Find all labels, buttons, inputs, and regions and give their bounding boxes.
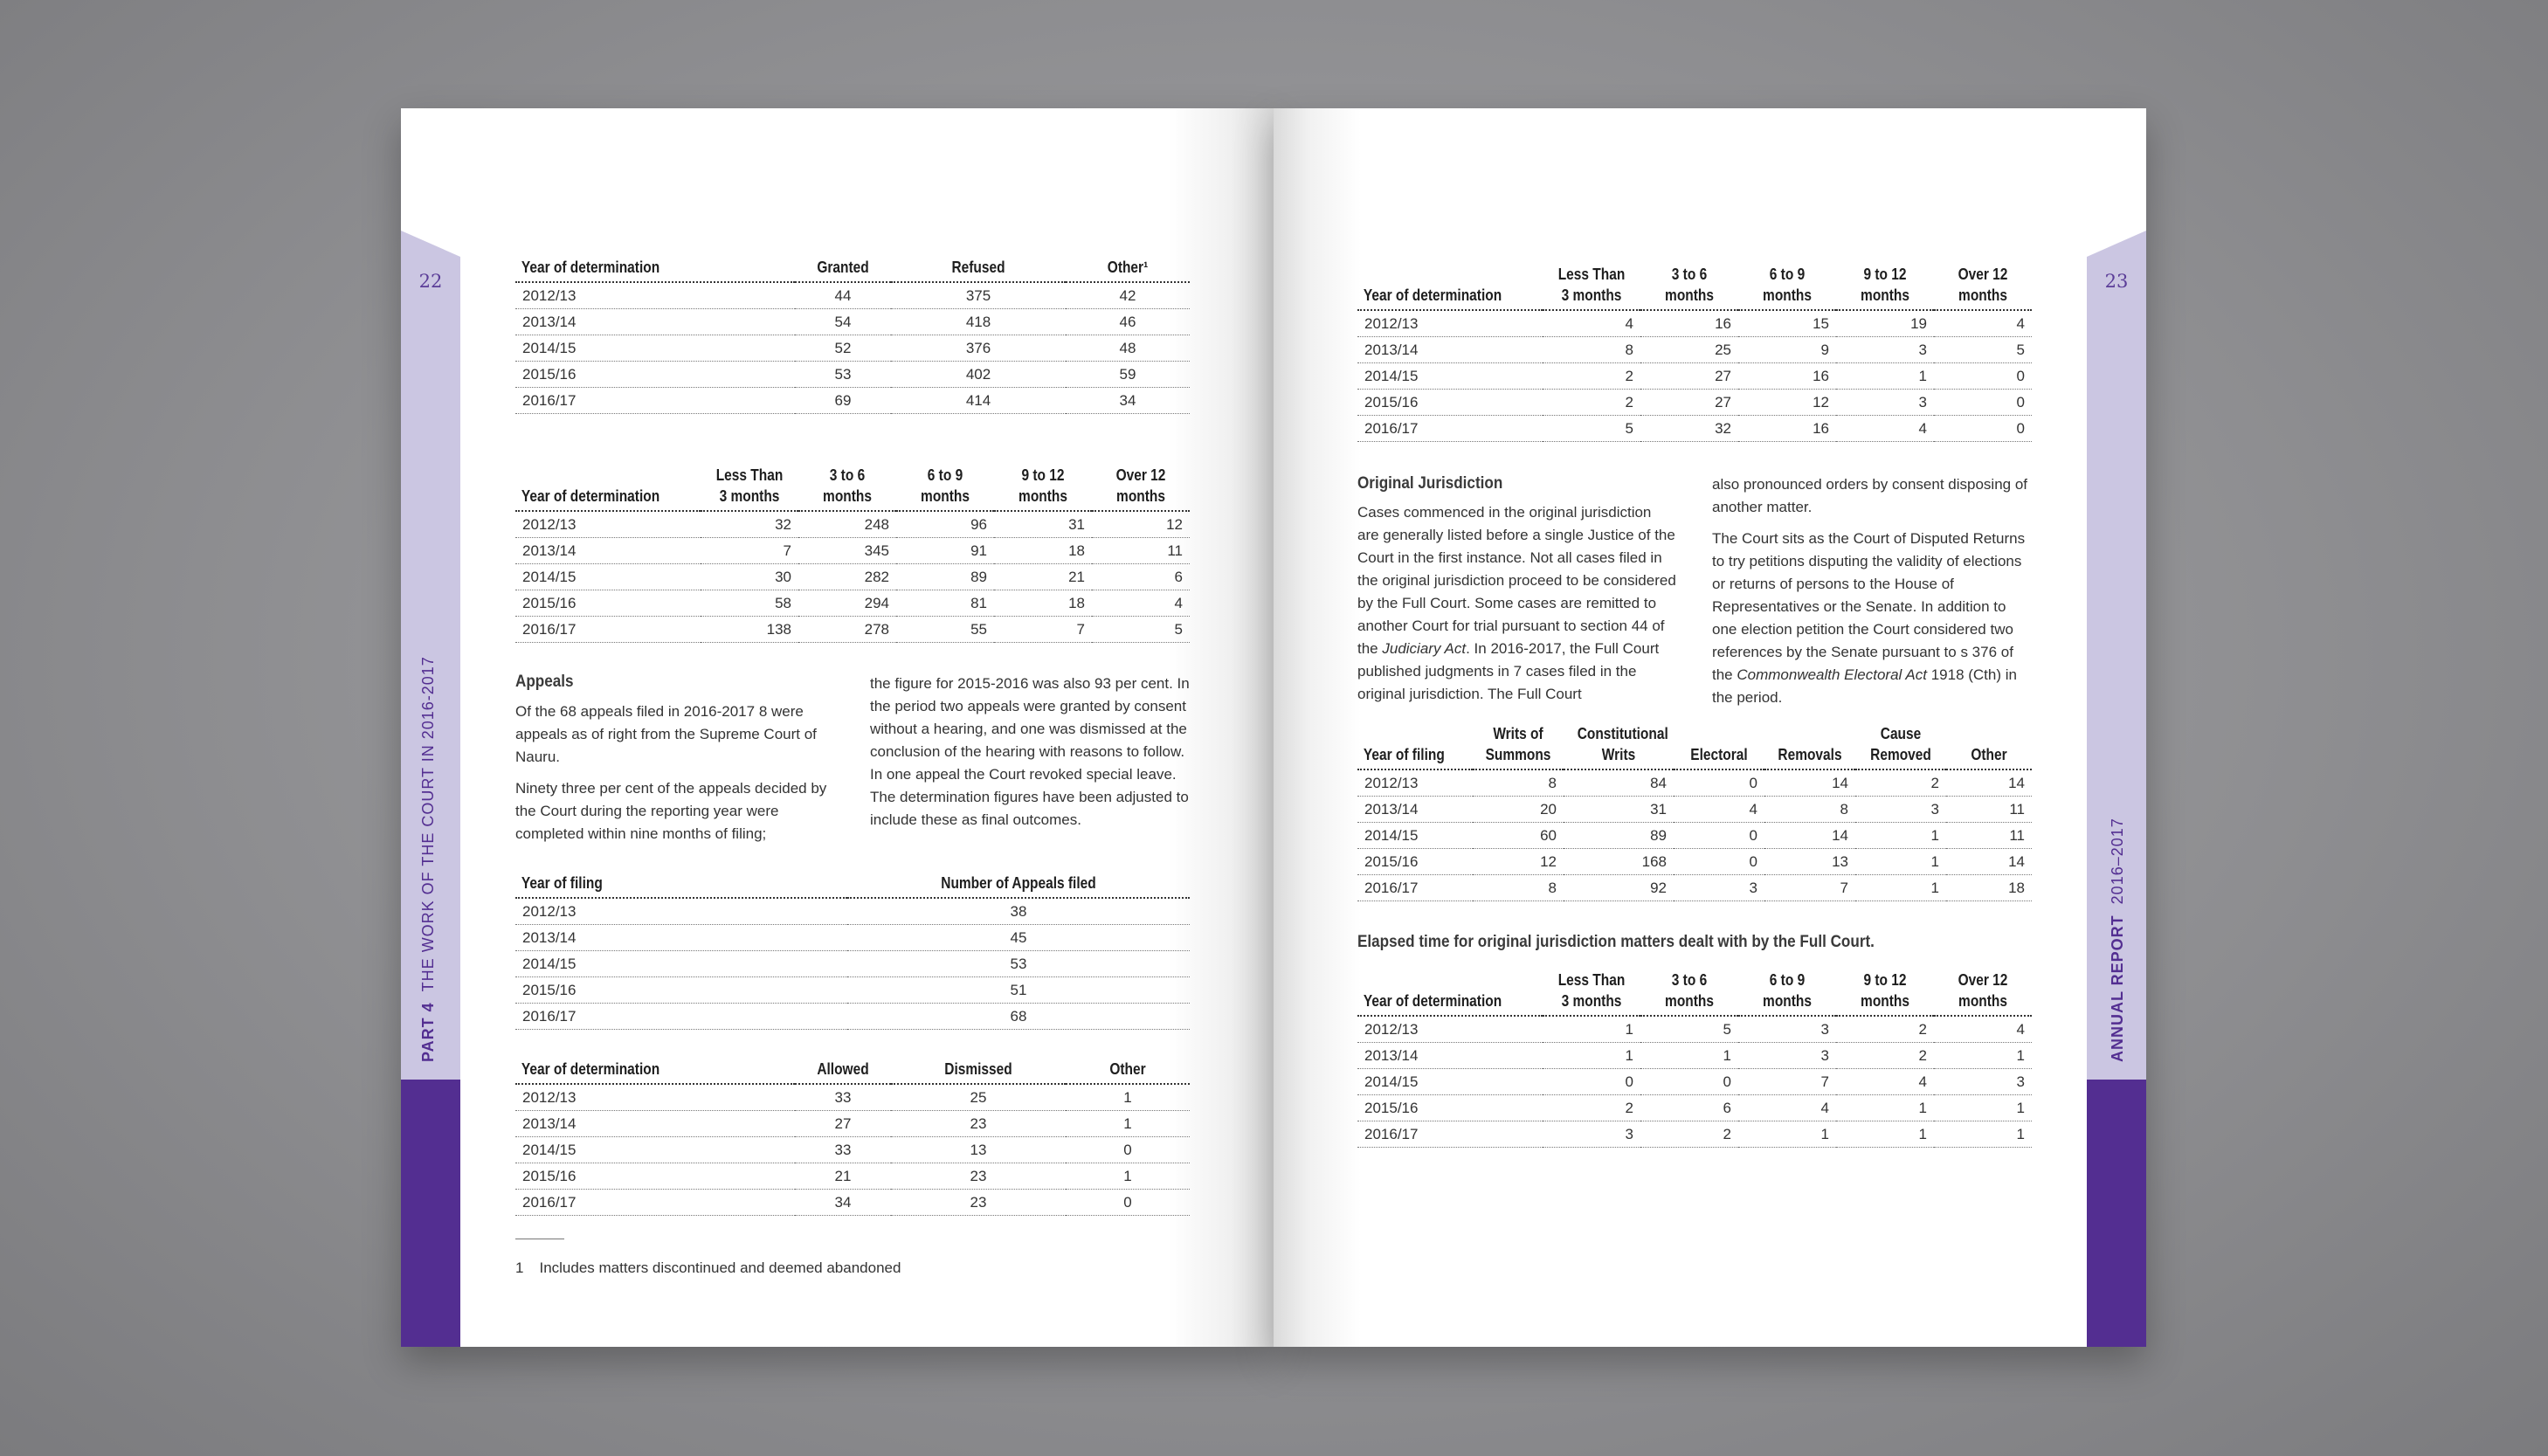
table-header-row (515, 1055, 1190, 1084)
side-running-title (419, 656, 438, 1062)
table-cell: 2016/17 (515, 1190, 795, 1216)
table-header-row (515, 253, 1190, 282)
table-cell: 4 (1934, 1016, 2032, 1043)
table-cell: 2012/13 (1357, 1016, 1543, 1043)
table-cell: 8 (1473, 875, 1564, 901)
table-cell: 2014/15 (515, 1137, 795, 1163)
table-cell: 2015/16 (515, 362, 795, 388)
table-cell: 9 (1738, 337, 1836, 363)
table-cell: 2013/14 (515, 538, 701, 564)
table-cell: 2 (1640, 1121, 1738, 1148)
table-cell: 345 (798, 538, 896, 564)
table-cell: 4 (1836, 416, 1934, 442)
table-cell: 1 (1066, 1163, 1190, 1190)
table-cell: 4 (1836, 1069, 1934, 1095)
table-cell: 27 (795, 1111, 891, 1137)
table-header-row (515, 461, 1190, 511)
text-run: 1918 (Cth) in the period. (1712, 666, 2017, 706)
table-cell: 0 (1640, 1069, 1738, 1095)
table-cell: 55 (896, 617, 994, 643)
table-cell: 2 (1543, 363, 1640, 390)
table-cell: 4 (1738, 1095, 1836, 1121)
table-row (515, 617, 1190, 643)
table-header-row (1357, 720, 2032, 769)
jurisdiction-column-right (1712, 473, 2032, 718)
table-cell: 2016/17 (1357, 416, 1543, 442)
appeals-paragraph: Of the 68 appeals filed in 2016-2017 8 were appeals as of right from the Supreme Court of Nauru. (515, 703, 817, 765)
table-row (515, 538, 1190, 564)
column-header: 9 to 12 months (1843, 966, 1927, 1016)
table-cell: 58 (701, 590, 798, 617)
table-cell: 34 (1066, 388, 1190, 414)
table-cell: 0 (1066, 1137, 1190, 1163)
table-cell: 8 (1764, 797, 1855, 823)
table-cell: 2013/14 (1357, 1043, 1543, 1069)
table-cell: 84 (1564, 769, 1674, 797)
table-cell: 8 (1473, 769, 1564, 797)
column-header: Other (1074, 1055, 1181, 1084)
table-cell: 7 (994, 617, 1092, 643)
table-cell: 7 (1764, 875, 1855, 901)
table-row (515, 977, 1190, 1004)
table-cell: 91 (896, 538, 994, 564)
full-court-elapsed-table (1357, 966, 2032, 1148)
column-header: Less Than 3 months (1550, 966, 1633, 1016)
table-header-row (1357, 260, 2032, 310)
table-cell: 4 (1934, 310, 2032, 337)
table-cell: 278 (798, 617, 896, 643)
table-cell: 53 (847, 951, 1190, 977)
table-cell: 12 (1738, 390, 1836, 416)
table-cell: 1 (1543, 1016, 1640, 1043)
table-cell: 414 (891, 388, 1066, 414)
column-header: Year of determination (515, 461, 674, 511)
table-cell: 13 (1764, 849, 1855, 875)
table-cell: 15 (1738, 310, 1836, 337)
table-header-row (1357, 966, 2032, 1016)
table-cell: 5 (1640, 1016, 1738, 1043)
table-cell: 92 (1564, 875, 1674, 901)
column-header: Year of determination (1357, 260, 1516, 310)
column-header: Year of filing (515, 869, 801, 898)
table-row (515, 511, 1190, 538)
table-row (515, 1137, 1190, 1163)
table-cell: 6 (1092, 564, 1190, 590)
table-row (515, 282, 1190, 309)
column-header: Year of filing (1357, 720, 1457, 769)
table-cell: 34 (795, 1190, 891, 1216)
table-cell: 1 (1855, 823, 1946, 849)
table-cell: 2015/16 (515, 1163, 795, 1190)
table-row (515, 1190, 1190, 1216)
table-row (515, 1004, 1190, 1030)
column-header: 3 to 6 months (805, 461, 889, 511)
table-cell: 2015/16 (1357, 390, 1543, 416)
appeals-filed-table (515, 869, 1190, 1030)
table-cell: 3 (1738, 1043, 1836, 1069)
column-header: Year of determination (1357, 966, 1516, 1016)
table-cell: 54 (795, 309, 891, 335)
table-cell: 44 (795, 282, 891, 309)
table-row (1357, 1095, 2032, 1121)
elapsed-time-table (515, 461, 1190, 643)
column-header: 6 to 9 months (903, 461, 987, 511)
appeals-paragraph: the figure for 2015-2016 was also 93 per cent. In the period two appeals were granted by consent without a hearing, and one was dismissed at the conclusion of the hearing with reasons to follow. In one appeal the Court revoked special leave. The determination figures have been adjusted to include these as final outcomes. (870, 675, 1190, 828)
column-header: Less Than 3 months (1550, 260, 1633, 310)
table-cell: 2 (1836, 1016, 1934, 1043)
table-row (515, 388, 1190, 414)
table-row (515, 309, 1190, 335)
table-cell: 20 (1473, 797, 1564, 823)
table-cell: 2013/14 (1357, 337, 1543, 363)
table-cell: 32 (1640, 416, 1738, 442)
table-cell: 21 (795, 1163, 891, 1190)
part-title: THE WORK OF THE COURT IN 2016-2017 (419, 656, 437, 992)
jurisdiction-paragraph: also pronounced orders by consent disposing of another matter. (1712, 476, 2028, 515)
table-cell: 23 (891, 1190, 1066, 1216)
table-cell: 2014/15 (1357, 363, 1543, 390)
column-header: Over 12 months (1941, 260, 2025, 310)
table-cell: 1 (1855, 849, 1946, 875)
appeals-outcome-table (515, 1055, 1190, 1216)
table-cell: 2015/16 (1357, 1095, 1543, 1121)
table-cell: 1 (1836, 363, 1934, 390)
table-cell: 418 (891, 309, 1066, 335)
table-cell: 32 (701, 511, 798, 538)
table-cell: 2 (1836, 1043, 1934, 1069)
page-number: 22 (418, 271, 443, 292)
table-cell: 2012/13 (1357, 769, 1473, 797)
table-row (1357, 1121, 2032, 1148)
table-cell: 6 (1640, 1095, 1738, 1121)
table-cell: 8 (1543, 337, 1640, 363)
table-row (515, 1163, 1190, 1190)
table-cell: 31 (1564, 797, 1674, 823)
table-cell: 3 (1934, 1069, 2032, 1095)
table-cell: 2014/15 (515, 335, 795, 362)
table-cell: 33 (795, 1137, 891, 1163)
table-cell: 48 (1066, 335, 1190, 362)
table-cell: 18 (994, 590, 1092, 617)
table-cell: 27 (1640, 363, 1738, 390)
table-cell: 25 (891, 1084, 1066, 1111)
table-cell: 23 (891, 1163, 1066, 1190)
table-cell: 2 (1543, 1095, 1640, 1121)
table-cell: 3 (1855, 797, 1946, 823)
table-cell: 1 (1066, 1084, 1190, 1111)
table-cell: 13 (891, 1137, 1066, 1163)
table-row (1357, 1016, 2032, 1043)
table-cell: 38 (847, 898, 1190, 925)
table-row (1357, 310, 2032, 337)
table-row (1357, 390, 2032, 416)
column-header: 3 to 6 months (1647, 260, 1731, 310)
table-row (515, 951, 1190, 977)
table-cell: 69 (795, 388, 891, 414)
table-cell: 30 (701, 564, 798, 590)
table-row (515, 1111, 1190, 1137)
table-cell: 3 (1836, 337, 1934, 363)
table-cell: 16 (1640, 310, 1738, 337)
table-cell: 1 (1855, 875, 1946, 901)
table-cell: 11 (1946, 797, 2032, 823)
table-cell: 3 (1738, 1016, 1836, 1043)
table-cell: 89 (896, 564, 994, 590)
table-row (515, 590, 1190, 617)
table-cell: 2015/16 (515, 590, 701, 617)
table-cell: 282 (798, 564, 896, 590)
elapsed-time-heading: Elapsed time for original jurisdiction matters dealt with by the Full Court. (1357, 933, 1875, 951)
table-cell: 51 (847, 977, 1190, 1004)
table-cell: 14 (1946, 769, 2032, 797)
table-cell: 46 (1066, 309, 1190, 335)
table-cell: 14 (1946, 849, 2032, 875)
act-title: Judiciary Act (1382, 640, 1467, 657)
table-cell: 2016/17 (1357, 875, 1473, 901)
table-cell: 0 (1543, 1069, 1640, 1095)
table-cell: 16 (1738, 416, 1836, 442)
table-row (1357, 1069, 2032, 1095)
table-cell: 5 (1543, 416, 1640, 442)
column-header: Granted (802, 253, 885, 282)
table-cell: 12 (1473, 849, 1564, 875)
table-cell: 18 (1946, 875, 2032, 901)
table-cell: 2 (1543, 390, 1640, 416)
table-cell: 2012/13 (515, 1084, 795, 1111)
table-cell: 2013/14 (515, 309, 795, 335)
footnote-text: Includes matters discontinued and deemed abandoned (539, 1259, 901, 1276)
table-cell: 1 (1543, 1043, 1640, 1069)
footnote (515, 1259, 916, 1277)
table-cell: 2016/17 (515, 1004, 847, 1030)
table-cell: 23 (891, 1111, 1066, 1137)
table-cell: 4 (1543, 310, 1640, 337)
table-cell: 2012/13 (515, 511, 701, 538)
table-cell: 4 (1092, 590, 1190, 617)
right-side-tab-dark (2087, 1080, 2146, 1347)
table-row (515, 362, 1190, 388)
table-row (1357, 797, 2032, 823)
table-cell: 27 (1640, 390, 1738, 416)
column-header: 6 to 9 months (1745, 966, 1829, 1016)
part-label: PART 4 (419, 1002, 437, 1062)
table-cell: 1 (1066, 1111, 1190, 1137)
table-cell: 2012/13 (515, 898, 847, 925)
table-row (1357, 416, 2032, 442)
table-cell: 81 (896, 590, 994, 617)
table-cell: 4 (1674, 797, 1764, 823)
table-cell: 2016/17 (1357, 1121, 1543, 1148)
column-header: Writs of Summons (1479, 720, 1557, 769)
table-cell: 19 (1836, 310, 1934, 337)
table-row (515, 898, 1190, 925)
table-cell: 1 (1934, 1095, 2032, 1121)
table-cell: 33 (795, 1084, 891, 1111)
act-title: Commonwealth Electoral Act (1737, 666, 1927, 683)
table-cell: 2 (1855, 769, 1946, 797)
table-row (1357, 849, 2032, 875)
text-run: Cases commenced in the original jurisdiction are generally listed before a single Justice of the Court in the first instance. Not all cases filed in the original jurisdiction proceed to be considered by the Full Court. Some cases are remitted to another Court for trial pursuant to section 44 of the (1357, 504, 1676, 657)
special-leave-table (515, 253, 1190, 414)
table-cell: 5 (1092, 617, 1190, 643)
left-side-tab-dark (401, 1080, 460, 1347)
table-row (1357, 823, 2032, 849)
table-cell: 96 (896, 511, 994, 538)
column-header: Refused (903, 253, 1053, 282)
elapsed-time-table (1357, 260, 2032, 442)
table-cell: 2015/16 (1357, 849, 1473, 875)
column-header: Year of determination (515, 253, 756, 282)
table-row (515, 1084, 1190, 1111)
table-cell: 1 (1836, 1121, 1934, 1148)
column-header: Less Than 3 months (708, 461, 791, 511)
table-cell: 2013/14 (515, 1111, 795, 1137)
table-cell: 1 (1934, 1043, 2032, 1069)
table-cell: 138 (701, 617, 798, 643)
table-cell: 2016/17 (515, 388, 795, 414)
table-cell: 0 (1934, 363, 2032, 390)
column-header: 6 to 9 months (1745, 260, 1829, 310)
page-number: 23 (2104, 271, 2129, 292)
column-header: Number of Appeals filed (871, 869, 1165, 898)
appeals-column-right (870, 673, 1190, 840)
table-cell: 2012/13 (1357, 310, 1543, 337)
jurisdiction-paragraph (1357, 501, 1676, 706)
table-cell: 2016/17 (515, 617, 701, 643)
table-row (515, 925, 1190, 951)
appeals-paragraph: Ninety three per cent of the appeals decided by the Court during the reporting year were completed within nine months of filing; (515, 780, 827, 842)
table-cell: 402 (891, 362, 1066, 388)
table-cell: 248 (798, 511, 896, 538)
table-cell: 5 (1934, 337, 2032, 363)
table-cell: 11 (1092, 538, 1190, 564)
table-cell: 2014/15 (1357, 1069, 1543, 1095)
table-cell: 21 (994, 564, 1092, 590)
table-cell: 168 (1564, 849, 1674, 875)
table-header-row (515, 869, 1190, 898)
table-cell: 3 (1836, 390, 1934, 416)
table-cell: 0 (1066, 1190, 1190, 1216)
table-cell: 3 (1674, 875, 1764, 901)
table-row (1357, 1043, 2032, 1069)
column-header: Year of determination (515, 1055, 756, 1084)
jurisdiction-paragraph (1712, 528, 2032, 709)
footnote-number: 1 (515, 1259, 524, 1276)
table-cell: 376 (891, 335, 1066, 362)
report-year: 2016–2017 (2109, 818, 2126, 905)
table-cell: 2014/15 (515, 951, 847, 977)
column-header: Removals (1771, 720, 1848, 769)
table-cell: 45 (847, 925, 1190, 951)
table-row (1357, 363, 2032, 390)
table-cell: 0 (1674, 823, 1764, 849)
column-header: Constitutional Writs (1571, 720, 1666, 769)
appeals-column-left (515, 700, 834, 854)
original-jurisdiction-filings-table (1357, 720, 2032, 901)
table-row (1357, 875, 2032, 901)
table-cell: 53 (795, 362, 891, 388)
side-running-title (2109, 818, 2127, 1062)
table-cell: 25 (1640, 337, 1738, 363)
table-cell: 68 (847, 1004, 1190, 1030)
column-header: 9 to 12 months (1001, 461, 1085, 511)
table-cell: 0 (1934, 416, 2032, 442)
column-header: Dismissed (903, 1055, 1053, 1084)
table-cell: 31 (994, 511, 1092, 538)
column-header: Other¹ (1074, 253, 1181, 282)
table-cell: 2014/15 (515, 564, 701, 590)
table-cell: 1 (1640, 1043, 1738, 1069)
jurisdiction-column-left (1357, 501, 1676, 714)
column-header: Other (1952, 720, 2026, 769)
table-cell: 2014/15 (1357, 823, 1473, 849)
table-cell: 59 (1066, 362, 1190, 388)
table-cell: 375 (891, 282, 1066, 309)
table-cell: 2015/16 (515, 977, 847, 1004)
table-cell: 294 (798, 590, 896, 617)
original-jurisdiction-heading: Original Jurisdiction (1357, 474, 1503, 493)
table-row (515, 335, 1190, 362)
table-cell: 7 (701, 538, 798, 564)
table-row (1357, 769, 2032, 797)
report-label: ANNUAL REPORT (2109, 914, 2126, 1062)
table-cell: 0 (1934, 390, 2032, 416)
column-header: 9 to 12 months (1843, 260, 1927, 310)
column-header: Allowed (802, 1055, 885, 1084)
column-header: Over 12 months (1099, 461, 1183, 511)
table-cell: 89 (1564, 823, 1674, 849)
table-row (515, 564, 1190, 590)
table-cell: 3 (1543, 1121, 1640, 1148)
table-cell: 14 (1764, 769, 1855, 797)
table-cell: 1 (1836, 1095, 1934, 1121)
column-header: Electoral (1680, 720, 1757, 769)
table-cell: 1 (1934, 1121, 2032, 1148)
table-cell: 60 (1473, 823, 1564, 849)
appeals-heading: Appeals (515, 673, 574, 691)
table-cell: 16 (1738, 363, 1836, 390)
table-cell: 11 (1946, 823, 2032, 849)
table-cell: 42 (1066, 282, 1190, 309)
table-cell: 2013/14 (1357, 797, 1473, 823)
column-header: 3 to 6 months (1647, 966, 1731, 1016)
table-cell: 0 (1674, 849, 1764, 875)
table-cell: 18 (994, 538, 1092, 564)
table-cell: 52 (795, 335, 891, 362)
text-run: . In 2016-2017, the Full Court published judgments in 7 cases filed in the original jurisdiction. The Full Court (1357, 640, 1660, 702)
table-cell: 14 (1764, 823, 1855, 849)
text-run: The Court sits as the Court of Disputed Returns to try petitions disputing the validity of elections or returns of persons to the House of Representatives or the Senate. In addition to one election petition the Court considered two references by the Senate pursuant to s 376 of the (1712, 530, 2026, 683)
column-header: Cause Removed (1861, 720, 1939, 769)
table-row (1357, 337, 2032, 363)
table-cell: 0 (1674, 769, 1764, 797)
table-cell: 2012/13 (515, 282, 795, 309)
table-cell: 12 (1092, 511, 1190, 538)
table-cell: 7 (1738, 1069, 1836, 1095)
column-header: Over 12 months (1941, 966, 2025, 1016)
table-cell: 1 (1738, 1121, 1836, 1148)
table-cell: 2013/14 (515, 925, 847, 951)
